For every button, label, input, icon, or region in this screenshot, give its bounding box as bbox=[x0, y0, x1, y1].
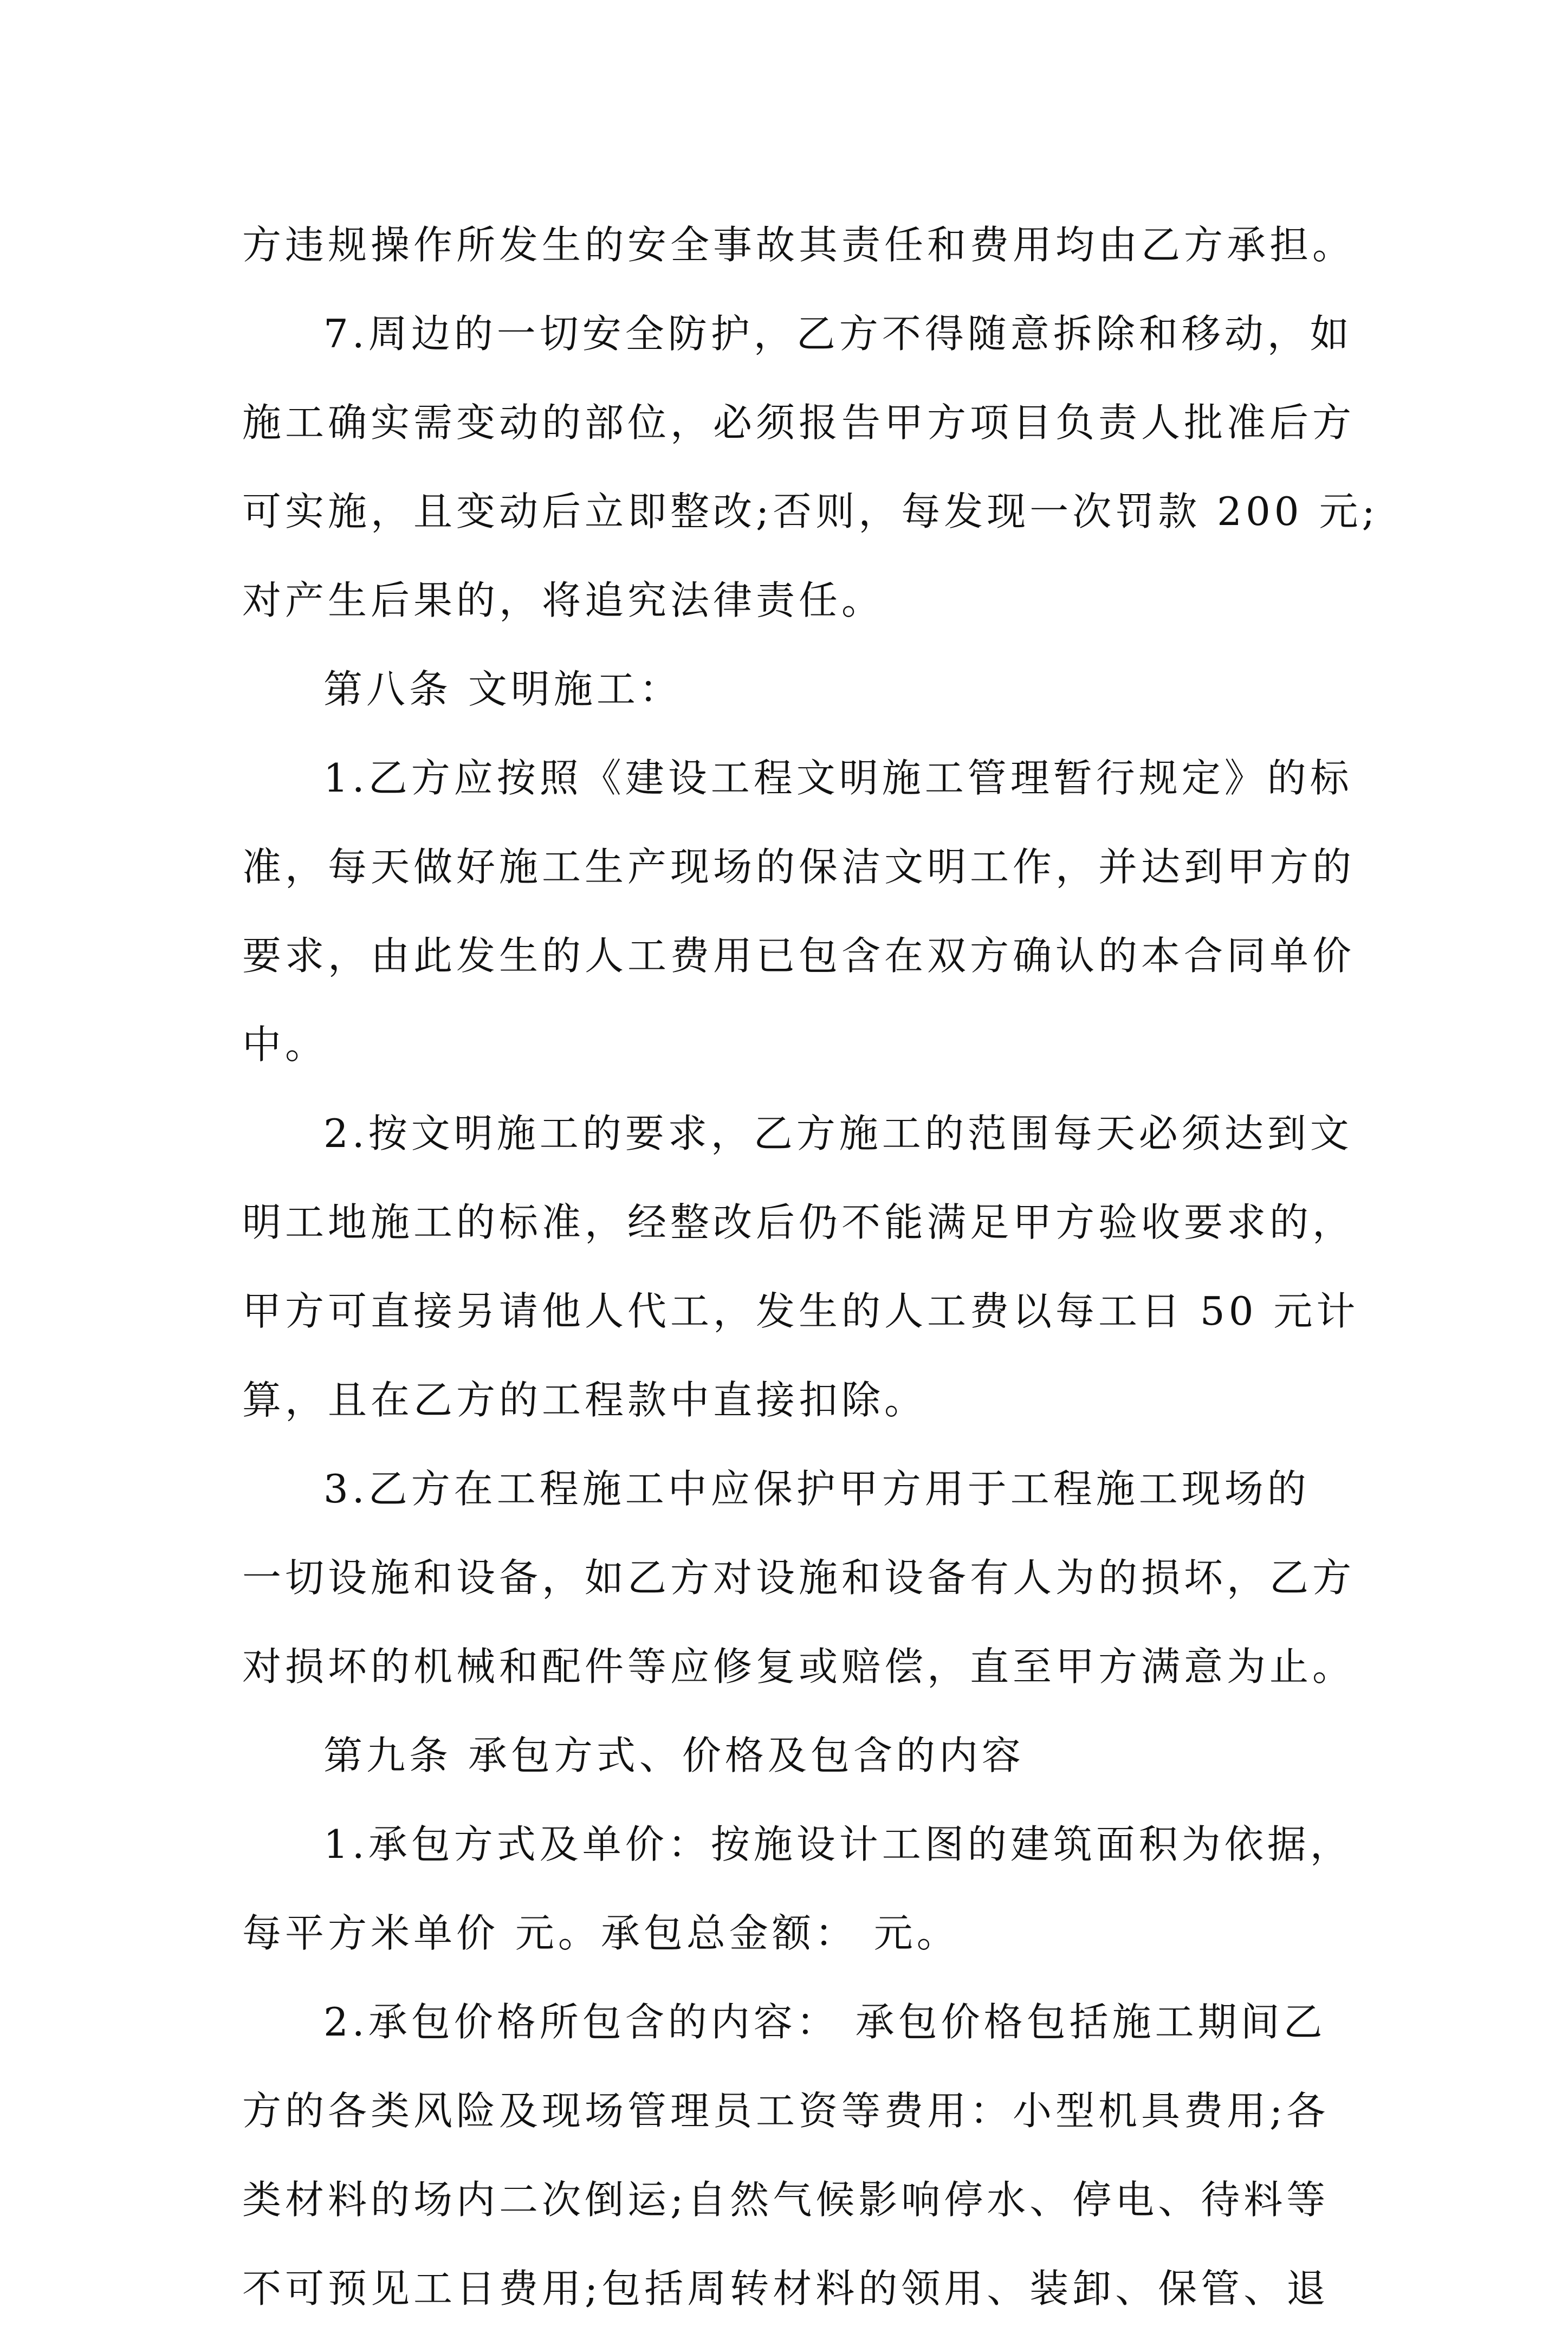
text-line: 对产生后果的，将追究法律责任。 bbox=[242, 578, 885, 623]
text-line: 第八条 文明施工： bbox=[323, 666, 682, 712]
text-line: 施工确实需变动的部位，必须报告甲方项目负责人批准后方 bbox=[242, 400, 1356, 445]
text-line: 1.承包方式及单价：按施设计工图的建筑面积为依据， bbox=[323, 1822, 1353, 1867]
document-body bbox=[242, 200, 1379, 2333]
text-line: 明工地施工的标准，经整改后仍不能满足甲方验收要求的， bbox=[242, 1200, 1356, 1245]
text-line: 方的各类风险及现场管理员工资等费用：小型机具费用;各 bbox=[242, 2088, 1330, 2134]
text-line: 算，且在乙方的工程款中直接扣除。 bbox=[242, 1377, 928, 1423]
text-line: 2.承包价格所包含的内容： 承包价格包括施工期间乙 bbox=[323, 1999, 1326, 2045]
text-line: 3.乙方在工程施工中应保护甲方用于工程施工现场的 bbox=[323, 1466, 1310, 1512]
text-line: 不可预见工日费用;包括周转材料的领用、装卸、保管、退 bbox=[242, 2266, 1330, 2311]
text-line: 2.按文明施工的要求，乙方施工的范围每天必须达到文 bbox=[323, 1111, 1353, 1156]
text-line: 甲方可直接另请他人代工，发生的人工费以每工日 50 元计 bbox=[242, 1288, 1359, 1334]
text-line: 对损坏的机械和配件等应修复或赔偿，直至甲方满意为止。 bbox=[242, 1644, 1356, 1689]
text-line: 类材料的场内二次倒运;自然气候影响停水、停电、待料等 bbox=[242, 2177, 1330, 2222]
text-line: 7.周边的一切安全防护，乙方不得随意拆除和移动，如 bbox=[323, 311, 1353, 357]
text-line: 方违规操作所发生的安全事故其责任和费用均由乙方承担。 bbox=[242, 222, 1356, 268]
text-line: 1.乙方应按照《建设工程文明施工管理暂行规定》的标 bbox=[323, 755, 1353, 801]
text-line: 要求，由此发生的人工费用已包含在双方确认的本合同单价 bbox=[242, 933, 1356, 978]
text-line: 可实施，且变动后立即整改;否则，每发现一次罚款 200 元; bbox=[242, 489, 1379, 534]
text-line: 准，每天做好施工生产现场的保洁文明工作，并达到甲方的 bbox=[242, 844, 1356, 890]
text-line: 每平方米单价 元。承包总金额： 元。 bbox=[242, 1910, 960, 1956]
text-line: 一切设施和设备，如乙方对设施和设备有人为的损坏，乙方 bbox=[242, 1555, 1356, 1600]
text-line: 第九条 承包方式、价格及包含的内容 bbox=[323, 1733, 1025, 1778]
text-line: 中。 bbox=[242, 1022, 328, 1067]
